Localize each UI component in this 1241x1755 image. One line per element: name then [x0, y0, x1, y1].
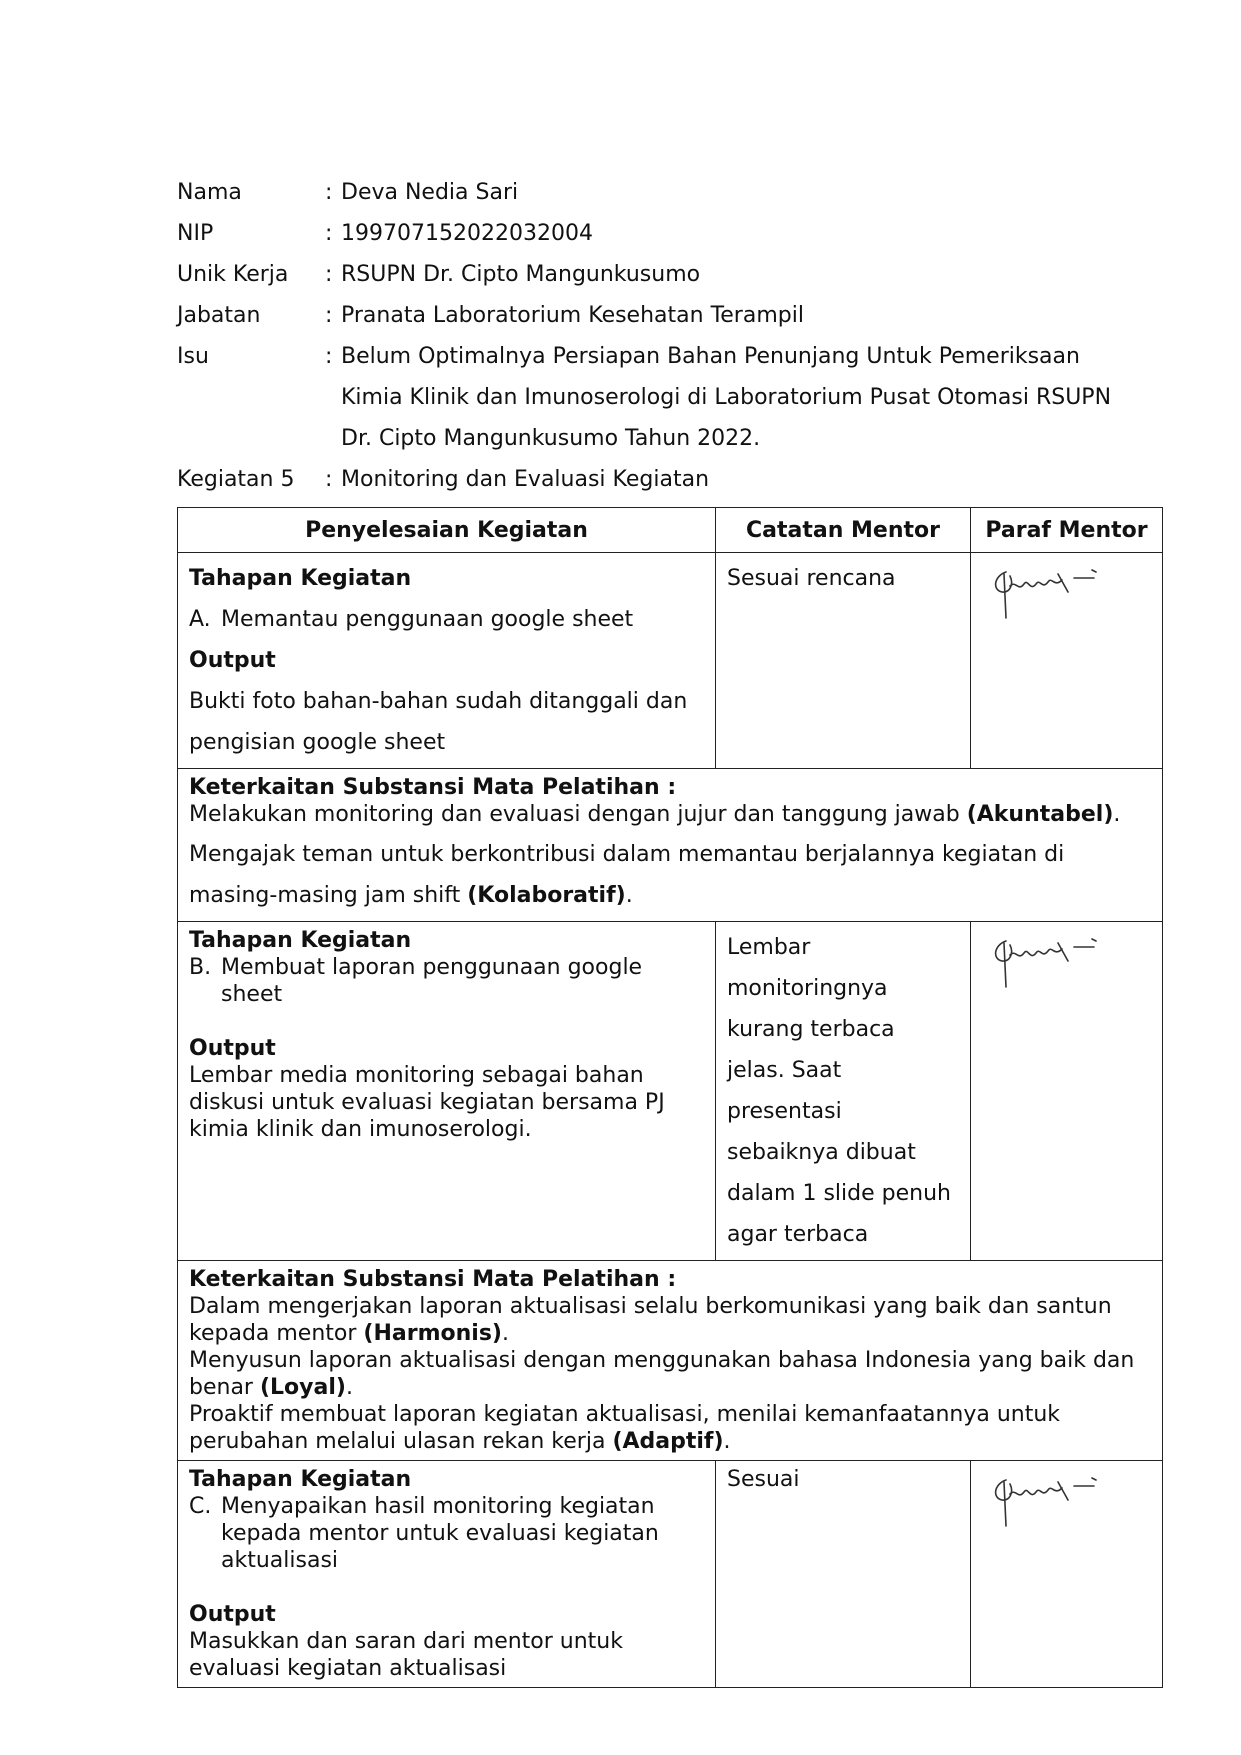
unit-row: [177, 254, 1137, 295]
nama-value: Deva Nedia Sari: [341, 180, 519, 205]
jabatan-colon: :: [325, 303, 333, 328]
keterkaitan-b-3-end: .: [723, 1429, 731, 1454]
kegiatan-label: Kegiatan 5: [177, 467, 295, 492]
tahapan-item-b: [189, 954, 704, 1008]
activity-table: [177, 507, 1163, 1688]
catatan-text-b: Lembar monitoringnya kurang terbaca jelas. Saat presentasi sebaiknya dibuat dalam 1 slide penuh agar terbaca: [727, 935, 951, 1247]
tahapan-marker-a: A.: [189, 607, 211, 632]
penyelesaian-cell-c: [178, 1461, 716, 1688]
table-row-c: [178, 1461, 1163, 1688]
mentor-signature-c: [984, 1470, 1104, 1530]
tahapan-text-b: Membuat laporan penggunaan google sheet: [221, 955, 643, 1007]
header-paraf: Paraf Mentor: [971, 508, 1163, 553]
keterkaitan-b-2-end: .: [345, 1375, 353, 1400]
table-header-row: [178, 508, 1163, 553]
tahapan-item-c: [189, 1493, 704, 1574]
tahapan-text-c: Menyapaikan hasil monitoring kegiatan kepada mentor untuk evaluasi kegiatan aktualisasi: [221, 1494, 659, 1573]
keterkaitan-heading-b: Keterkaitan Substansi Mata Pelatihan :: [189, 1267, 677, 1292]
keterkaitan-a-2-value: (Kolaboratif): [467, 883, 626, 908]
jabatan-row: [177, 295, 1137, 336]
nip-value: 199707152022032004: [341, 221, 593, 246]
keterkaitan-a-1-end: .: [1113, 802, 1121, 827]
output-heading-b: Output: [189, 1036, 276, 1061]
keterkaitan-b-3-text: Proaktif membuat laporan kegiatan aktualisasi, menilai kemanfaatannya untuk perubahan melalui ulasan rekan kerja: [189, 1402, 1061, 1454]
penyelesaian-cell-a: [178, 553, 716, 769]
isu-row: [177, 336, 1137, 459]
nip-row: [177, 213, 1137, 254]
paraf-cell-b: [971, 922, 1163, 1261]
keterkaitan-cell-a: [178, 769, 1163, 922]
keterkaitan-b-1-value: (Harmonis): [363, 1321, 502, 1346]
output-heading-a: Output: [189, 648, 276, 673]
tahapan-marker-b: B.: [189, 955, 212, 980]
header-catatan: Catatan Mentor: [716, 508, 971, 553]
kegiatan-row: [177, 459, 1137, 500]
keterkaitan-b-2-value: (Loyal): [259, 1375, 346, 1400]
isu-colon: :: [325, 344, 333, 369]
keterkaitan-a-2-end: .: [625, 883, 633, 908]
keterkaitan-b-3: [189, 1401, 1151, 1455]
unit-label: Unik Kerja: [177, 262, 289, 287]
nama-row: [177, 172, 1137, 213]
jabatan-label: Jabatan: [177, 303, 261, 328]
kegiatan-value: Monitoring dan Evaluasi Kegiatan: [341, 467, 710, 492]
paraf-cell-a: [971, 553, 1163, 769]
tahapan-heading-a: Tahapan Kegiatan: [189, 566, 412, 591]
keterkaitan-a-1-text: Melakukan monitoring dan evaluasi dengan jujur dan tanggung jawab: [189, 802, 967, 827]
table-row-b: [178, 922, 1163, 1261]
jabatan-value: Pranata Laboratorium Kesehatan Terampil: [341, 303, 804, 328]
output-heading-c: Output: [189, 1602, 276, 1627]
tahapan-heading-c: Tahapan Kegiatan: [189, 1467, 412, 1492]
keterkaitan-cell-b: [178, 1261, 1163, 1461]
keterkaitan-a-1-value: (Akuntabel): [966, 802, 1114, 827]
keterkaitan-b-2: [189, 1347, 1151, 1401]
mentor-signature-a: [984, 562, 1104, 622]
penyelesaian-cell-b: [178, 922, 716, 1261]
catatan-text-a: Sesuai rencana: [727, 566, 896, 591]
keterkaitan-row-a: [178, 769, 1163, 922]
keterkaitan-heading-a: Keterkaitan Substansi Mata Pelatihan :: [189, 775, 677, 800]
mentor-signature-b: [984, 931, 1104, 991]
identity-block: [177, 172, 1137, 500]
output-text-b: Lembar media monitoring sebagai bahan diskusi untuk evaluasi kegiatan bersama PJ kimia klinik dan imunoserologi.: [189, 1063, 665, 1142]
keterkaitan-b-1-end: .: [501, 1321, 509, 1346]
header-penyelesaian: Penyelesaian Kegiatan: [178, 508, 716, 553]
isu-label: Isu: [177, 344, 209, 369]
paraf-cell-c: [971, 1461, 1163, 1688]
catatan-cell-b: [716, 922, 971, 1261]
keterkaitan-b-2-text: Menyusun laporan aktualisasi dengan menggunakan bahasa Indonesia yang baik dan benar: [189, 1348, 1135, 1400]
nip-label: NIP: [177, 221, 214, 246]
catatan-cell-a: [716, 553, 971, 769]
keterkaitan-a-2-text: Mengajak teman untuk berkontribusi dalam memantau berjalannya kegiatan di masing-masing jam shift: [189, 842, 1065, 908]
output-text-a: Bukti foto bahan-bahan sudah ditanggali dan pengisian google sheet: [189, 689, 688, 755]
keterkaitan-a-2: [189, 834, 1151, 916]
nama-colon: :: [325, 180, 333, 205]
keterkaitan-row-b: [178, 1261, 1163, 1461]
catatan-cell-c: [716, 1461, 971, 1688]
keterkaitan-b-1-text: Dalam mengerjakan laporan aktualisasi selalu berkomunikasi yang baik dan santun kepada mentor: [189, 1294, 1112, 1346]
isu-value: Belum Optimalnya Persiapan Bahan Penunjang Untuk Pemeriksaan Kimia Klinik dan Imunoserologi di Laboratorium Pusat Otomasi RSUPN Dr. Cipto Mangunkusumo Tahun 2022.: [341, 344, 1112, 451]
unit-colon: :: [325, 262, 333, 287]
keterkaitan-b-3-value: (Adaptif): [612, 1429, 724, 1454]
tahapan-marker-c: C.: [189, 1494, 212, 1519]
nama-label: Nama: [177, 180, 242, 205]
tahapan-text-a: Memantau penggunaan google sheet: [221, 607, 634, 632]
tahapan-item-a: [189, 599, 704, 640]
nip-colon: :: [325, 221, 333, 246]
keterkaitan-b-1: [189, 1293, 1151, 1347]
table-row-a: [178, 553, 1163, 769]
keterkaitan-a-1: [189, 801, 1151, 828]
unit-value: RSUPN Dr. Cipto Mangunkusumo: [341, 262, 701, 287]
kegiatan-colon: :: [325, 467, 333, 492]
output-text-c: Masukkan dan saran dari mentor untuk evaluasi kegiatan aktualisasi: [189, 1629, 623, 1681]
tahapan-heading-b: Tahapan Kegiatan: [189, 928, 412, 953]
catatan-text-c: Sesuai: [727, 1467, 800, 1492]
